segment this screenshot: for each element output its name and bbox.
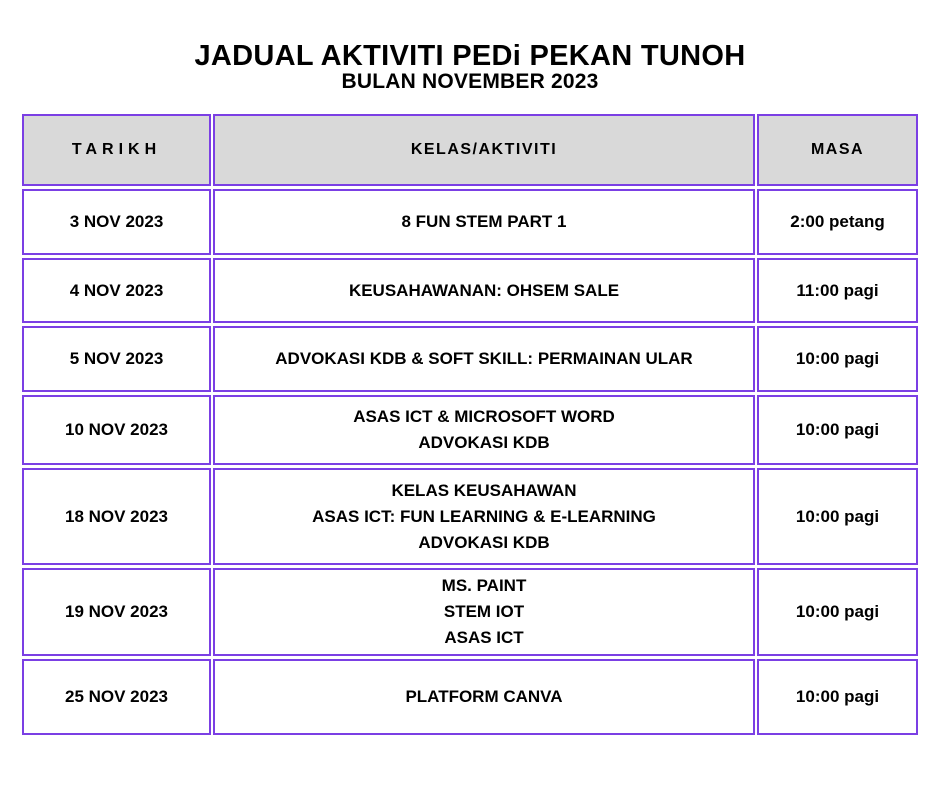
time-cell: 10:00 pagi [757, 659, 918, 735]
activity-line: ASAS ICT & MICROSOFT WORD [353, 407, 615, 426]
activity-cell [213, 395, 755, 465]
activity-line: ASAS ICT: FUN LEARNING & E-LEARNING [312, 506, 656, 526]
activity-line: MS. PAINT [441, 576, 527, 595]
activity-line: ADVOKASI KDB [418, 532, 550, 552]
activity-line: 8 FUN STEM PART 1 [401, 212, 567, 231]
time-cell: 10:00 pagi [757, 568, 918, 656]
activity-line: ADVOKASI KDB [418, 433, 550, 452]
activity-cell [213, 326, 755, 392]
activity-line: KELAS KEUSAHAWAN [391, 480, 577, 500]
header-time: MASA [757, 114, 918, 186]
date-cell: 3 NOV 2023 [22, 189, 211, 255]
date-cell: 5 NOV 2023 [22, 326, 211, 392]
activity-line: PLATFORM CANVA [405, 687, 563, 706]
date-cell: 25 NOV 2023 [22, 659, 211, 735]
time-cell: 2:00 petang [757, 189, 918, 255]
date-cell: 4 NOV 2023 [22, 258, 211, 323]
activity-cell [213, 468, 755, 565]
activity-line: STEM IOT [443, 602, 525, 621]
date-cell: 10 NOV 2023 [22, 395, 211, 465]
schedule-table [22, 114, 918, 735]
activity-cell [213, 568, 755, 656]
activity-line: KEUSAHAWANAN: OHSEM SALE [348, 280, 620, 300]
activity-line: ASAS ICT [444, 628, 524, 647]
time-cell: 10:00 pagi [757, 468, 918, 565]
date-cell: 19 NOV 2023 [22, 568, 211, 656]
activity-cell [213, 659, 755, 735]
time-cell: 10:00 pagi [757, 326, 918, 392]
date-cell: 18 NOV 2023 [22, 468, 211, 565]
activity-cell [213, 258, 755, 323]
time-cell: 10:00 pagi [757, 395, 918, 465]
page-subtitle: BULAN NOVEMBER 2023 [341, 70, 599, 93]
time-cell: 11:00 pagi [757, 258, 918, 323]
header-date: TARIKH [22, 114, 211, 186]
activity-cell [213, 189, 755, 255]
header-activity: KELAS/AKTIVITI [213, 114, 755, 186]
page-title: JADUAL AKTIVITI PEDi PEKAN TUNOH [194, 40, 746, 72]
activity-line: ADVOKASI KDB & SOFT SKILL: PERMAINAN ULAR [275, 349, 693, 368]
